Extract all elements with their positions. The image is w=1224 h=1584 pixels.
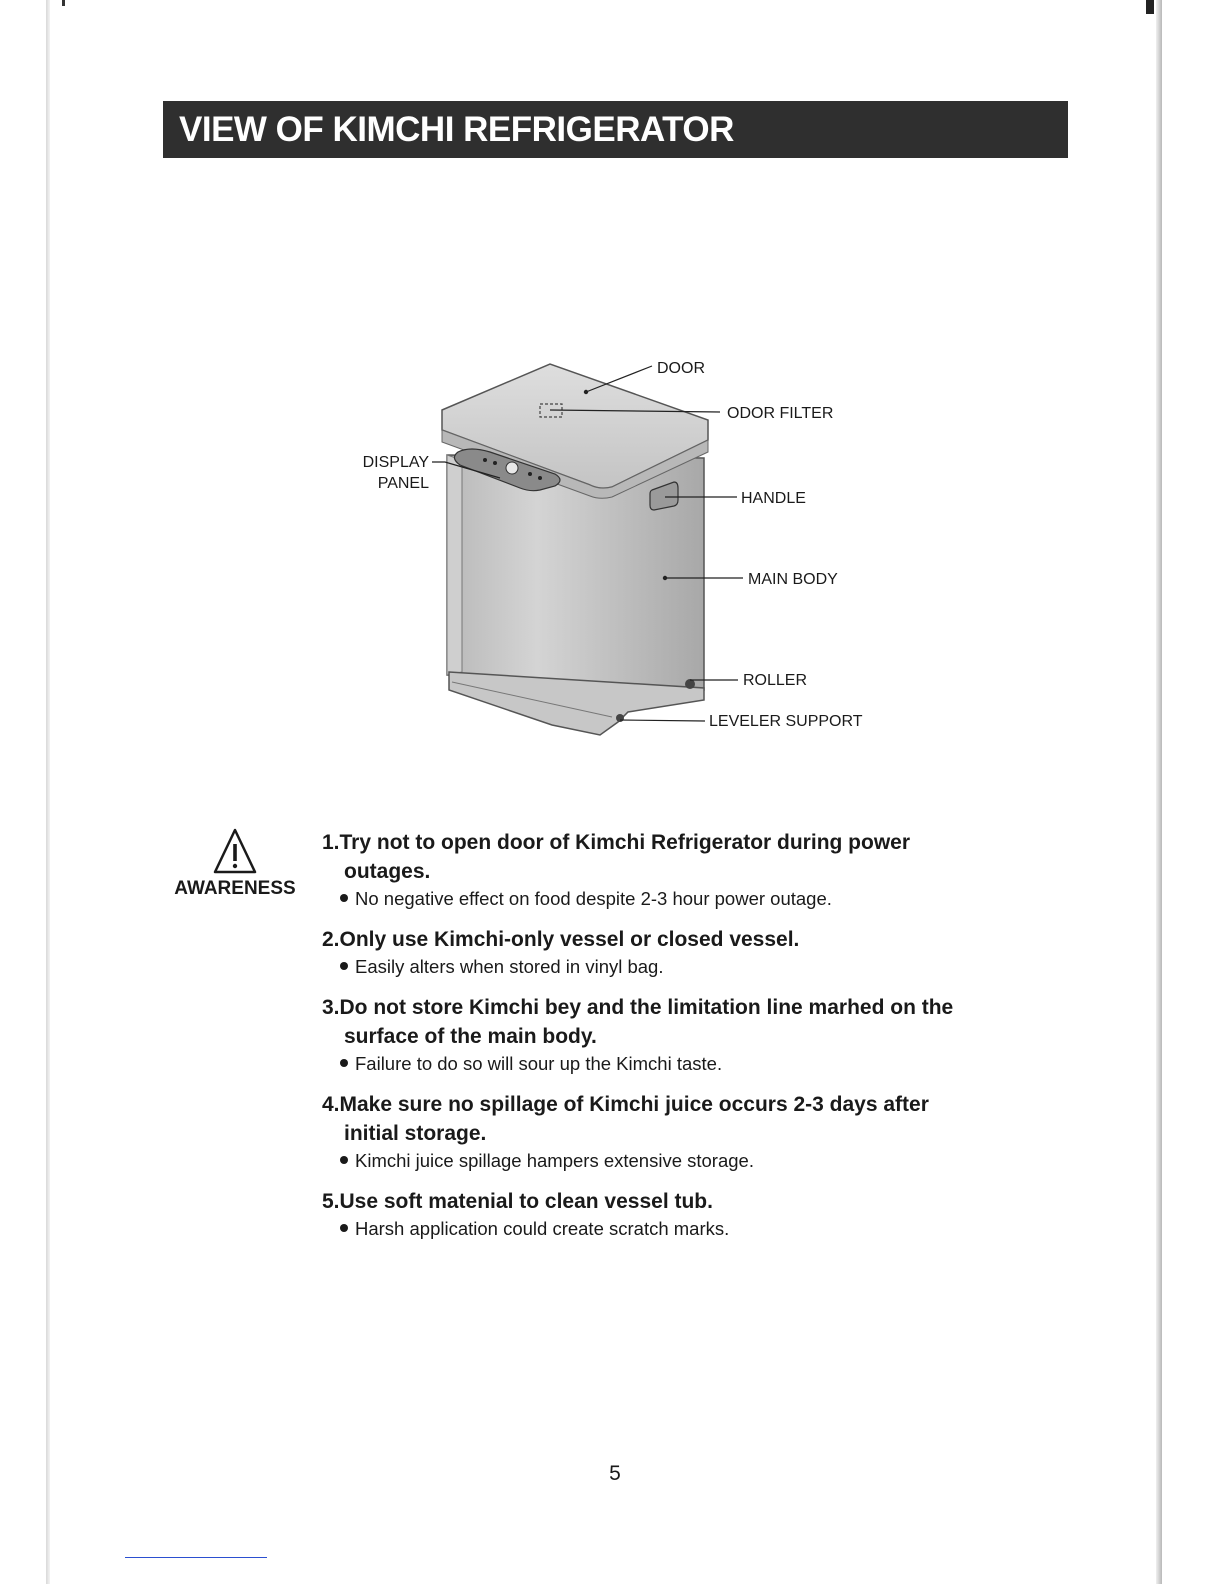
note-item	[322, 1090, 1042, 1173]
awareness-label: AWARENESS	[174, 878, 296, 899]
note-bullet	[322, 954, 1042, 979]
note-heading: 2.Only use Kimchi-only vessel or closed vessel.	[322, 928, 800, 951]
note-bullet-text: No negative effect on food despite 2-3 hour power outage.	[355, 888, 832, 909]
note-heading-continuation: outages.	[344, 860, 431, 883]
label-display-panel-line1: DISPLAY	[362, 454, 429, 471]
note-bullet-text: Failure to do so will sour up the Kimchi taste.	[355, 1053, 723, 1074]
scan-line	[125, 1557, 267, 1558]
note-heading: 3.Do not store Kimchi bey and the limitation line marhed on the	[322, 996, 954, 1019]
bullet-dot-icon	[340, 1059, 348, 1067]
note-item	[322, 828, 1042, 911]
bullet-dot-icon	[340, 1224, 348, 1232]
note-item	[322, 925, 1042, 979]
note-bullet	[322, 1051, 1042, 1076]
label-door: DOOR	[657, 360, 705, 377]
main-body-side-panel	[447, 455, 462, 675]
leveler-support-shape	[616, 714, 624, 722]
bullet-dot-icon	[340, 894, 348, 902]
note-heading: 4.Make sure no spillage of Kimchi juice occurs 2-3 days after	[322, 1093, 929, 1116]
note-bullet-text: Easily alters when stored in vinyl bag.	[355, 956, 664, 977]
note-bullet	[322, 1216, 1042, 1241]
bullet-dot-icon	[340, 1156, 348, 1164]
note-heading: 1.Try not to open door of Kimchi Refrigerator during power	[322, 831, 911, 854]
label-roller: ROLLER	[743, 672, 808, 689]
note-item	[322, 1187, 1042, 1241]
warning-triangle-icon	[212, 826, 258, 876]
label-main-body: MAIN BODY	[748, 571, 838, 588]
awareness-block	[160, 826, 310, 900]
note-bullet-text: Harsh application could create scratch marks.	[355, 1218, 730, 1239]
label-odor-filter: ODOR FILTER	[727, 405, 834, 422]
label-display-panel-line2: PANEL	[377, 475, 429, 492]
note-bullet	[322, 1148, 1042, 1173]
label-leveler-support: LEVELER SUPPORT	[709, 713, 863, 730]
note-item	[322, 993, 1042, 1076]
bullet-dot-icon	[340, 962, 348, 970]
page-title: VIEW OF KIMCHI REFRIGERATOR	[163, 101, 1068, 158]
note-heading-continuation: initial storage.	[344, 1122, 487, 1145]
label-handle: HANDLE	[741, 490, 806, 507]
note-heading: 5.Use soft matenial to clean vessel tub.	[322, 1190, 713, 1213]
notes-list	[322, 828, 1042, 1255]
note-heading-continuation: surface of the main body.	[344, 1025, 597, 1048]
page-number: 5	[609, 1462, 621, 1485]
note-bullet	[322, 886, 1042, 911]
note-bullet-text: Kimchi juice spillage hampers extensive storage.	[355, 1150, 754, 1171]
